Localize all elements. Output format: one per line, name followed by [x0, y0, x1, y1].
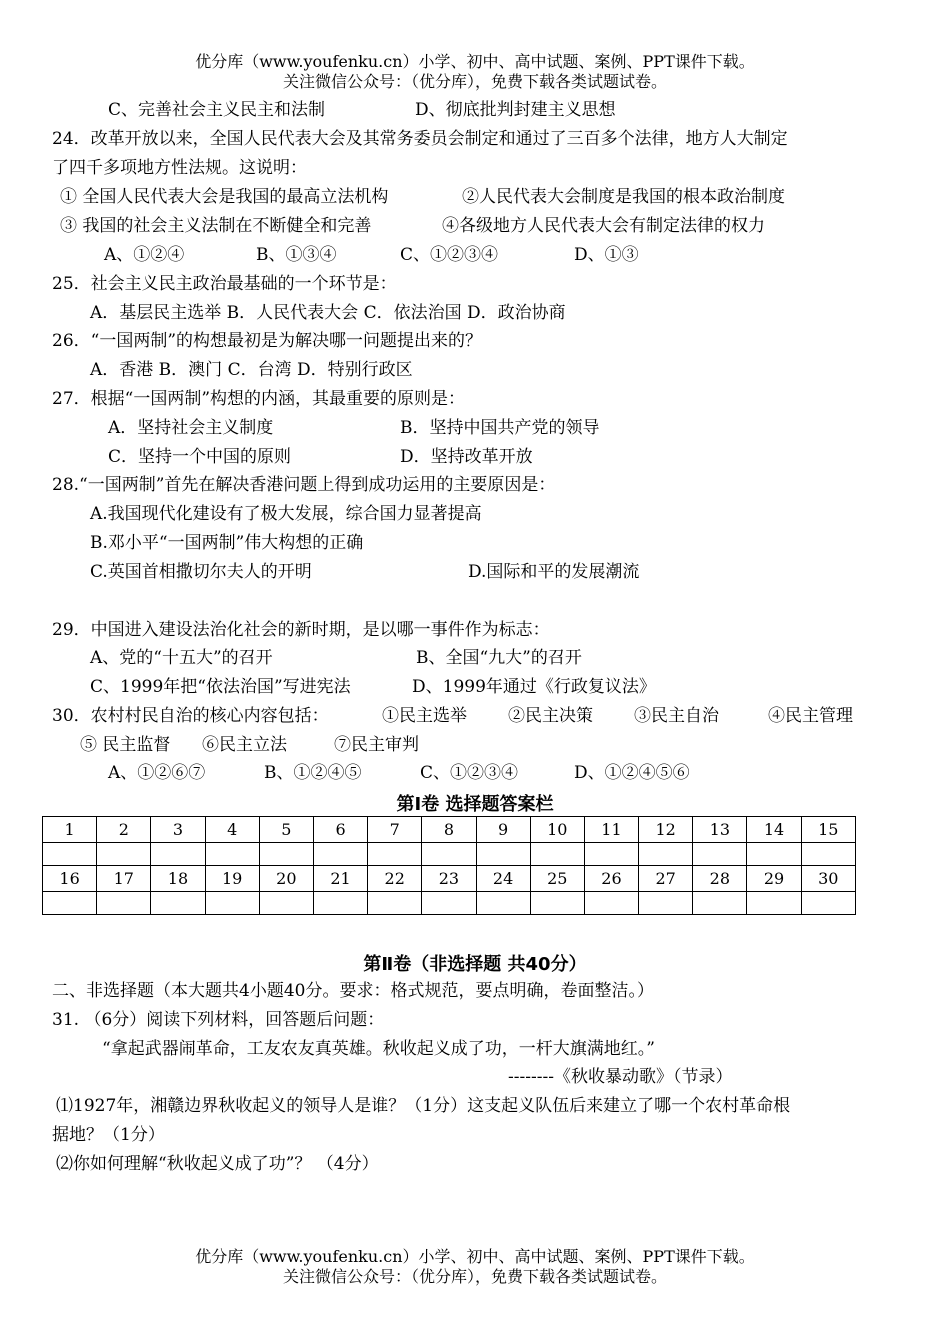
answer-number-cell: 8 — [422, 817, 476, 843]
q26-options: A．香港 B．澳门 C．台湾 D．特别行政区 — [90, 360, 413, 380]
answer-number-cell: 28 — [693, 866, 747, 892]
q28-option-a: A.我国现代化建设有了极大发展，综合国力显著提高 — [90, 504, 482, 524]
q30-item-6: ⑥民主立法 — [202, 735, 287, 755]
answer-blank-cell[interactable] — [313, 843, 367, 866]
answer-blank-cell[interactable] — [205, 843, 259, 866]
q25-stem: 25．社会主义民主政治最基础的一个环节是： — [52, 274, 397, 294]
q31-stem: 31. （6分）阅读下列材料，回答题后问题： — [52, 1010, 385, 1030]
q23-option-d: D、彻底批判封建主义思想 — [415, 100, 616, 120]
part-2-instructions: 二、非选择题（本大题共4小题40分。要求：格式规范，要点明确，卷面整洁。） — [52, 981, 654, 1001]
answer-number-cell: 25 — [530, 866, 584, 892]
q31-sub-1-line-1: ⑴1927年，湘赣边界秋收起义的领导人是谁？（1分）这支起义队伍后来建立了哪一个农村革命根 — [56, 1096, 791, 1116]
q30-item-4: ④民主管理 — [768, 706, 853, 726]
answer-number-cell: 2 — [97, 817, 151, 843]
q30-option-c: C、①②③④ — [420, 763, 519, 783]
q24-option-c: C、①②③④ — [400, 245, 499, 265]
q29-option-b: B、全国“九大”的召开 — [416, 648, 582, 668]
q28-option-c: C.英国首相撒切尔夫人的开明 — [90, 562, 312, 582]
answer-blank-cell[interactable] — [422, 843, 476, 866]
answer-number-cell: 22 — [368, 866, 422, 892]
answer-number-cell: 13 — [693, 817, 747, 843]
q24-item-2: ②人民代表大会制度是我国的根本政治制度 — [462, 187, 785, 207]
answer-blank-cell[interactable] — [368, 843, 422, 866]
answer-number-cell: 6 — [313, 817, 367, 843]
answer-number-cell: 29 — [747, 866, 801, 892]
q27-option-a: A．坚持社会主义制度 — [108, 418, 274, 438]
q29-option-d: D、1999年通过《行政复议法》 — [412, 677, 656, 697]
footer-line-2: 关注微信公众号：（优分库），免费下载各类试题试卷。 — [282, 1267, 667, 1286]
q28-option-d: D.国际和平的发展潮流 — [468, 562, 640, 582]
answer-blank-cell[interactable] — [422, 892, 476, 915]
answer-number-cell: 14 — [747, 817, 801, 843]
answer-blank-cell[interactable] — [584, 843, 638, 866]
answer-blank-cell[interactable] — [97, 843, 151, 866]
answer-blank-cell[interactable] — [584, 892, 638, 915]
q31-sub-1-line-2: 据地？（1分） — [52, 1125, 165, 1145]
answer-blank-cell[interactable] — [639, 843, 693, 866]
q24-option-a: A、①②④ — [104, 245, 185, 265]
answer-table-blank-row-1 — [43, 843, 856, 866]
q23-option-c: C、完善社会主义民主和法制 — [108, 100, 326, 120]
header-line-2: 关注微信公众号：（优分库），免费下载各类试题试卷。 — [282, 72, 667, 91]
answer-section-title: 第Ⅰ卷 选择题答案栏 — [396, 794, 554, 815]
q28-option-b: B.邓小平“一国两制”伟大构想的正确 — [90, 533, 364, 553]
answer-number-cell: 18 — [151, 866, 205, 892]
answer-table-blank-row-2 — [43, 892, 856, 915]
q30-item-2: ②民主决策 — [508, 706, 593, 726]
q30-item-3: ③民主自治 — [634, 706, 719, 726]
answer-blank-cell[interactable] — [476, 843, 530, 866]
q24-item-1: ① 全国人民代表大会是我国的最高立法机构 — [60, 187, 389, 207]
answer-blank-cell[interactable] — [368, 892, 422, 915]
answer-number-cell: 15 — [801, 817, 855, 843]
answer-number-cell: 7 — [368, 817, 422, 843]
answer-blank-cell[interactable] — [747, 843, 801, 866]
header-line-1: 优分库（www.youfenku.cn）小学、初中、高中试题、案例、PPT课件下载。 — [195, 52, 755, 71]
answer-number-cell: 24 — [476, 866, 530, 892]
answer-blank-cell[interactable] — [43, 892, 97, 915]
q27-option-c: C．坚持一个中国的原则 — [108, 447, 292, 467]
answer-number-cell: 20 — [259, 866, 313, 892]
q26-stem: 26．“一国两制”的构想最初是为解决哪一问题提出来的？ — [52, 331, 483, 351]
answer-table-number-row-1 — [43, 817, 856, 843]
answer-table — [42, 816, 856, 915]
answer-number-cell: 10 — [530, 817, 584, 843]
q27-option-b: B．坚持中国共产党的领导 — [400, 418, 600, 438]
q30-option-d: D、①②④⑤⑥ — [574, 763, 690, 783]
q31-source: --------《秋收暴动歌》（节录） — [508, 1067, 733, 1087]
q30-item-1: ①民主选举 — [382, 706, 467, 726]
answer-blank-cell[interactable] — [747, 892, 801, 915]
q29-option-c: C、1999年把“依法治国”写进宪法 — [90, 677, 351, 697]
answer-blank-cell[interactable] — [97, 892, 151, 915]
q28-stem: 28.“一国两制”首先在解决香港问题上得到成功运用的主要原因是： — [52, 475, 556, 495]
q31-quote: “拿起武器闹革命，工友农友真英雄。秋收起义成了功，一杆大旗满地红。” — [102, 1039, 655, 1059]
answer-blank-cell[interactable] — [151, 843, 205, 866]
q30-item-5: ⑤ 民主监督 — [80, 735, 171, 755]
answer-blank-cell[interactable] — [205, 892, 259, 915]
q24-option-d: D、①③ — [574, 245, 639, 265]
answer-number-cell: 4 — [205, 817, 259, 843]
answer-blank-cell[interactable] — [259, 892, 313, 915]
q24-option-b: B、①③④ — [256, 245, 337, 265]
q24-stem-line-2: 了四千多项地方性法规。这说明： — [52, 158, 307, 178]
answer-blank-cell[interactable] — [530, 892, 584, 915]
answer-number-cell: 26 — [584, 866, 638, 892]
part-2-title: 第Ⅱ卷（非选择题 共40分） — [363, 954, 587, 975]
q30-option-b: B、①②④⑤ — [264, 763, 362, 783]
answer-number-cell: 3 — [151, 817, 205, 843]
answer-blank-cell[interactable] — [801, 843, 855, 866]
answer-number-cell: 11 — [584, 817, 638, 843]
answer-number-cell: 16 — [43, 866, 97, 892]
answer-number-cell: 5 — [259, 817, 313, 843]
q29-option-a: A、党的“十五大”的召开 — [90, 648, 273, 668]
answer-number-cell: 12 — [639, 817, 693, 843]
answer-blank-cell[interactable] — [530, 843, 584, 866]
answer-blank-cell[interactable] — [43, 843, 97, 866]
answer-number-cell: 1 — [43, 817, 97, 843]
answer-number-cell: 19 — [205, 866, 259, 892]
q24-item-4: ④各级地方人民代表大会有制定法律的权力 — [442, 216, 765, 236]
footer-line-1: 优分库（www.youfenku.cn）小学、初中、高中试题、案例、PPT课件下载。 — [195, 1247, 755, 1266]
answer-blank-cell[interactable] — [801, 892, 855, 915]
q24-stem-line-1: 24．改革开放以来，全国人民代表大会及其常务委员会制定和通过了三百多个法律，地方人大制定 — [52, 129, 788, 149]
answer-number-cell: 21 — [313, 866, 367, 892]
answer-blank-cell[interactable] — [151, 892, 205, 915]
q30-stem: 30．农村村民自治的核心内容包括： — [52, 706, 329, 726]
q24-item-3: ③ 我国的社会主义法制在不断健全和完善 — [60, 216, 372, 236]
answer-number-cell: 17 — [97, 866, 151, 892]
answer-number-cell: 27 — [639, 866, 693, 892]
answer-blank-cell[interactable] — [313, 892, 367, 915]
answer-number-cell: 9 — [476, 817, 530, 843]
q29-stem: 29．中国进入建设法治化社会的新时期，是以哪一事件作为标志： — [52, 620, 550, 640]
answer-number-cell: 23 — [422, 866, 476, 892]
answer-blank-cell[interactable] — [476, 892, 530, 915]
answer-blank-cell[interactable] — [693, 843, 747, 866]
q27-stem: 27．根据“一国两制”构想的内涵，其最重要的原则是： — [52, 389, 466, 409]
answer-number-cell: 30 — [801, 866, 855, 892]
q30-item-7: ⑦民主审判 — [334, 735, 419, 755]
q27-option-d: D．坚持改革开放 — [400, 447, 533, 467]
answer-table-number-row-2 — [43, 866, 856, 892]
answer-blank-cell[interactable] — [639, 892, 693, 915]
q31-sub-2: ⑵你如何理解“秋收起义成了功”？ （4分） — [56, 1154, 379, 1174]
answer-blank-cell[interactable] — [259, 843, 313, 866]
q25-options: A．基层民主选举 B．人民代表大会 C．依法治国 D．政治协商 — [90, 303, 566, 323]
answer-blank-cell[interactable] — [693, 892, 747, 915]
q30-option-a: A、①②⑥⑦ — [108, 763, 206, 783]
